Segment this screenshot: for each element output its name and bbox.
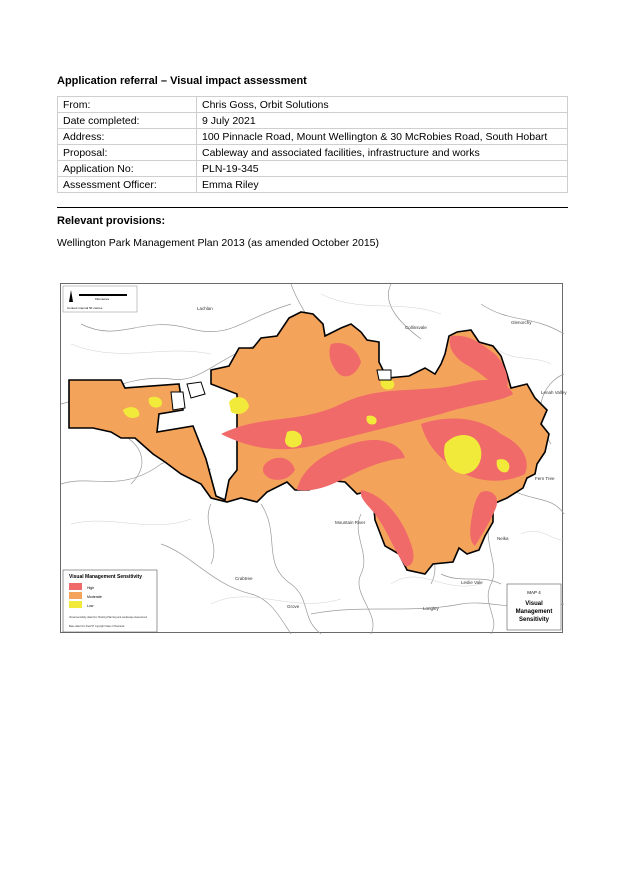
table-row [58, 97, 568, 113]
proposal-label: Proposal: [58, 145, 197, 161]
map-title-line1: Visual [525, 601, 543, 607]
map-title-line2: Management [515, 609, 553, 615]
place-label: Mountain River [335, 520, 366, 525]
section-divider [57, 207, 568, 208]
map-canvas [61, 284, 567, 634]
map-title-box [507, 584, 561, 630]
visual-sensitivity-map [60, 283, 567, 633]
provisions-heading: Relevant provisions: [57, 215, 166, 227]
table-row [58, 145, 568, 161]
table-row [58, 177, 568, 193]
from-label: From: [58, 97, 197, 113]
map-legend [63, 570, 157, 632]
legend-label-low: Low [87, 604, 94, 608]
legend-swatch-moderate [69, 592, 82, 599]
address-label: Address: [58, 129, 197, 145]
place-label: Longley [423, 606, 439, 611]
date-label: Date completed: [58, 113, 197, 129]
scale-box [63, 286, 137, 312]
legend-note: Visual sensitivity data from Hocking Planning and Landscape Assessment [69, 616, 148, 619]
application-no-label: Application No: [58, 161, 197, 177]
place-label: Lenah Valley [541, 390, 567, 395]
place-label: Crabtree [235, 576, 253, 581]
place-label: Fern Tree [535, 476, 555, 481]
contour-note: Contour interval 50 metres [67, 306, 103, 310]
page-heading: Application referral – Visual impact assessment [57, 75, 307, 87]
legend-label-moderate: Moderate [87, 595, 102, 599]
scale-label: Kilometres [95, 297, 110, 301]
address-value: 100 Pinnacle Road, Mount Wellington & 30 McRobies Road, South Hobart [197, 129, 568, 145]
table-row [58, 113, 568, 129]
place-label: Grove [287, 604, 300, 609]
place-label: Neika [497, 536, 509, 541]
place-label: Collinsvale [405, 325, 427, 330]
application-no-value: PLN-19-345 [197, 161, 568, 177]
place-label: Lachlan [197, 306, 213, 311]
legend-label-high: High [87, 586, 95, 590]
proposal-value: Cableway and associated facilities, infrastructure and works [197, 145, 568, 161]
map-title-line3: Sensitivity [518, 617, 550, 623]
application-details-table [57, 96, 568, 193]
from-value: Chris Goss, Orbit Solutions [197, 97, 568, 113]
map-number: MAP 4 [527, 590, 541, 595]
place-label: Glenorchy [511, 320, 532, 325]
officer-label: Assessment Officer: [58, 177, 197, 193]
table-row [58, 129, 568, 145]
legend-swatch-low [69, 601, 82, 608]
legend-title: Visual Management Sensitivity [69, 574, 142, 580]
officer-value: Emma Riley [197, 177, 568, 193]
place-label: Leslie Vale [461, 580, 483, 585]
date-value: 9 July 2021 [197, 113, 568, 129]
legend-swatch-high [69, 583, 82, 590]
table-row [58, 161, 568, 177]
legend-copyright: Base data from theLIST copyright State of Tasmania [69, 625, 125, 628]
plan-reference: Wellington Park Management Plan 2013 (as amended October 2015) [57, 237, 379, 249]
